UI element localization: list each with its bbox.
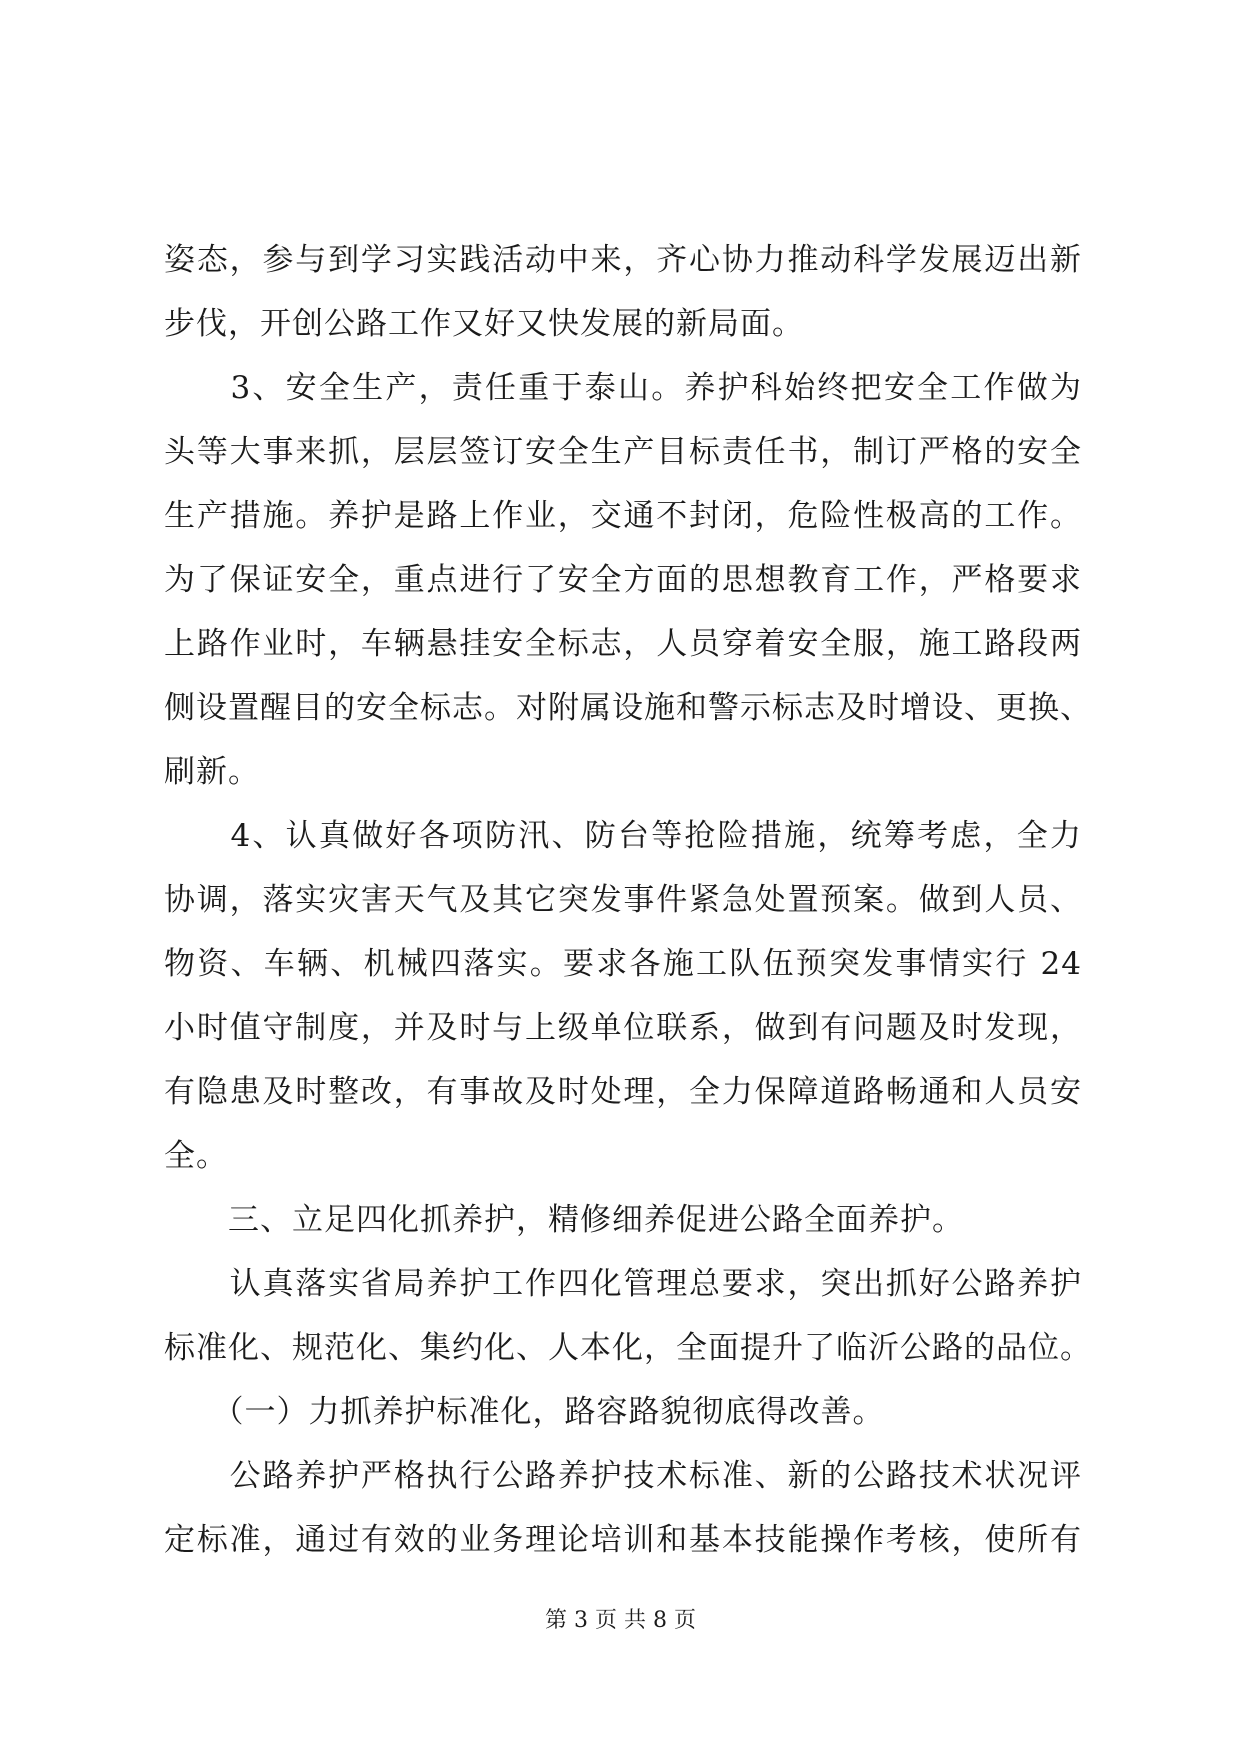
body-line: 侧设置醒目的安全标志。对附属设施和警示标志及时增设、更换、 <box>164 690 1092 726</box>
section-heading: 三、立足四化抓养护，精修细养促进公路全面养护。 <box>164 1202 964 1238</box>
body-line: 小时值守制度，并及时与上级单位联系，做到有问题及时发现， <box>164 1010 1082 1046</box>
body-line: 认真落实省局养护工作四化管理总要求，突出抓好公路养护 <box>164 1266 1082 1302</box>
body-line: 刷新。 <box>164 754 260 790</box>
body-line: 3、安全生产，责任重于泰山。养护科始终把安全工作做为 <box>164 370 1082 406</box>
body-line: 为了保证安全，重点进行了安全方面的思想教育工作，严格要求 <box>164 562 1082 598</box>
document-body <box>164 228 1092 1572</box>
body-line: 全。 <box>164 1138 228 1174</box>
body-line: 定标准，通过有效的业务理论培训和基本技能操作考核，使所有 <box>164 1522 1082 1558</box>
body-line: 姿态，参与到学习实践活动中来，齐心协力推动科学发展迈出新 <box>164 242 1082 278</box>
body-line: 4、认真做好各项防汛、防台等抢险措施，统筹考虑，全力 <box>164 818 1082 854</box>
body-line: 步伐，开创公路工作又好又快发展的新局面。 <box>164 306 804 342</box>
body-line: 生产措施。养护是路上作业，交通不封闭，危险性极高的工作。 <box>164 498 1082 534</box>
body-line: 标准化、规范化、集约化、人本化，全面提升了临沂公路的品位。 <box>164 1330 1092 1366</box>
body-line: 协调，落实灾害天气及其它突发事件紧急处置预案。做到人员、 <box>164 882 1082 918</box>
page-number-footer: 第 3 页 共 8 页 <box>545 1608 696 1633</box>
subsection-heading: （一）力抓养护标准化，路容路貌彻底得改善。 <box>164 1394 885 1430</box>
body-line: 公路养护严格执行公路养护技术标准、新的公路技术状况评 <box>164 1458 1082 1494</box>
body-line: 物资、车辆、机械四落实。要求各施工队伍预突发事情实行 24 <box>164 946 1082 982</box>
body-line: 头等大事来抓，层层签订安全生产目标责任书，制订严格的安全 <box>164 434 1082 470</box>
body-line: 有隐患及时整改，有事故及时处理，全力保障道路畅通和人员安 <box>164 1074 1082 1110</box>
body-line: 上路作业时，车辆悬挂安全标志，人员穿着安全服，施工路段两 <box>164 626 1082 662</box>
